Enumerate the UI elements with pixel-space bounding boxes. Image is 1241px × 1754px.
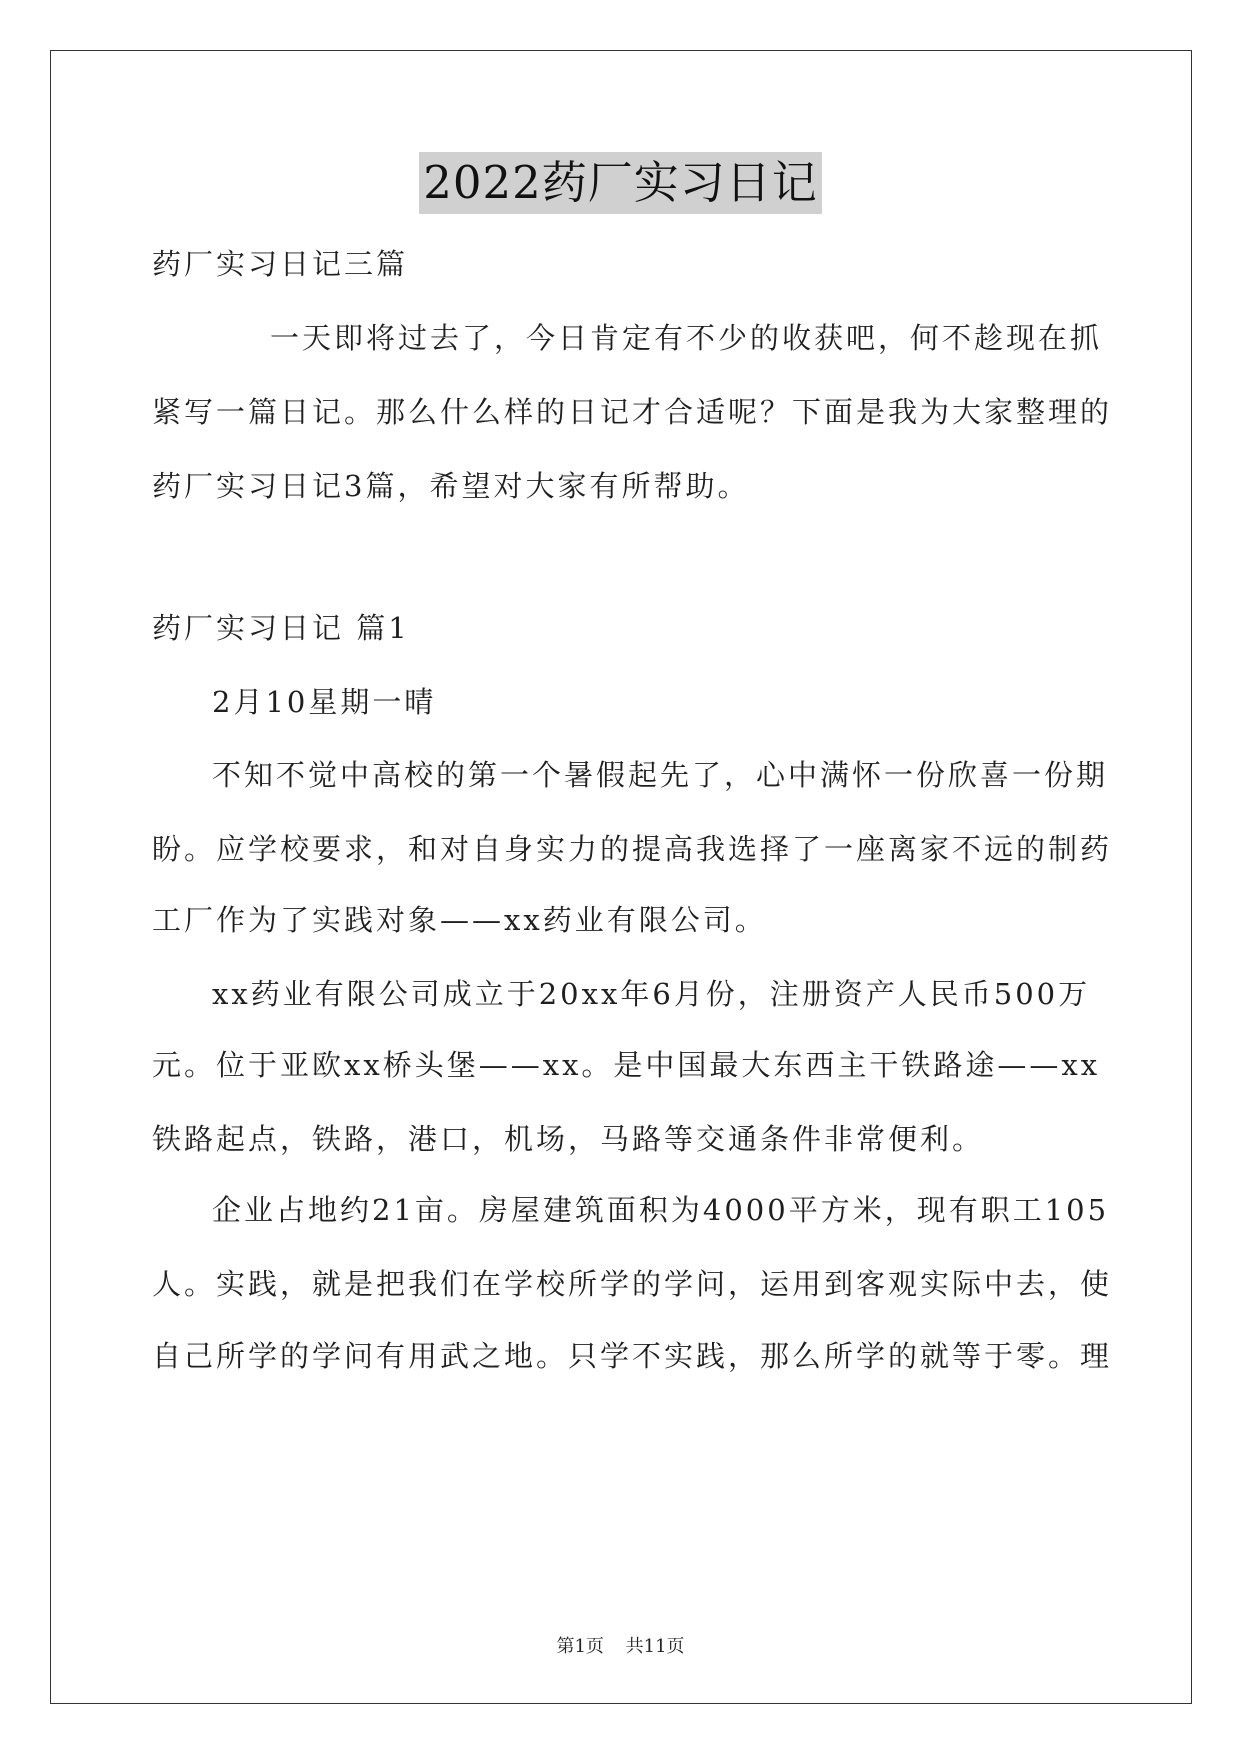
para3-line-3: 自己所学的学问有用武之地。只学不实践，那么所学的就等于零。理 <box>152 1339 1113 1373</box>
section-heading: 药厂实习日记 篇1 <box>152 611 410 645</box>
page-border <box>50 50 1192 1704</box>
title-container <box>0 152 1241 214</box>
para2-line-3: 铁路起点，铁路，港口，机场，马路等交通条件非常便利。 <box>152 1122 985 1156</box>
subtitle: 药厂实习日记三篇 <box>152 247 409 281</box>
document-title: 2022药厂实习日记 <box>419 152 822 214</box>
para2-line-1: xx药业有限公司成立于20xx年6月份，注册资产人民币500万 <box>212 977 1091 1011</box>
page-footer <box>0 1632 1241 1658</box>
intro-line-2: 紧写一篇日记。那么什么样的日记才合适呢？下面是我为大家整理的 <box>152 395 1113 429</box>
para3-line-2: 人。实践，就是把我们在学校所学的学问，运用到客观实际中去，使 <box>152 1267 1113 1301</box>
para1-line-2: 盼。应学校要求，和对自身实力的提高我选择了一座离家不远的制药 <box>152 832 1113 866</box>
page-number: 第1页 <box>556 1636 604 1657</box>
intro-line-3: 药厂实习日记3篇，希望对大家有所帮助。 <box>152 469 750 503</box>
para3-line-1: 企业占地约21亩。房屋建筑面积为4000平方米，现有职工105 <box>212 1193 1110 1227</box>
page-total: 共11页 <box>625 1636 685 1657</box>
intro-line-1: 一天即将过去了，今日肯定有不少的收获吧，何不趁现在抓 <box>270 321 1103 355</box>
date-line: 2月10星期一晴 <box>212 685 437 719</box>
para1-line-3: 工厂作为了实践对象——xx药业有限公司。 <box>152 903 767 937</box>
para2-line-2: 元。位于亚欧xx桥头堡——xx。是中国最大东西主干铁路途——xx <box>152 1048 1101 1082</box>
para1-line-1: 不知不觉中高校的第一个暑假起先了，心中满怀一份欣喜一份期 <box>212 758 1109 792</box>
